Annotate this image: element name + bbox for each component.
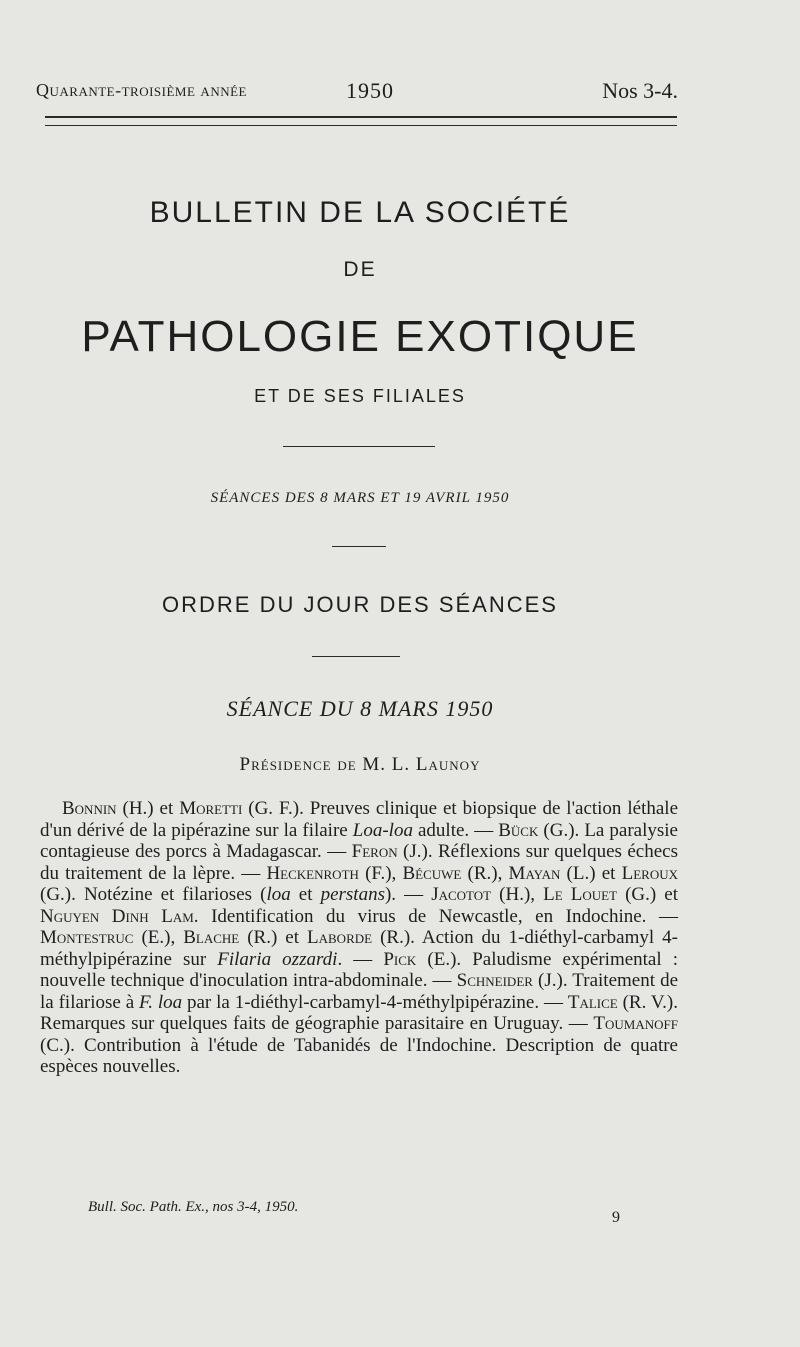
author-name: Talice: [567, 991, 618, 1013]
title-line-2: DE: [343, 258, 377, 281]
agenda-text-run: (J.). Traitement de la filariose à: [40, 970, 679, 1013]
italic-term: loa: [266, 884, 291, 905]
title-line-4: ET DE SES FILIALES: [254, 386, 466, 406]
author-name: Mayan: [508, 862, 561, 884]
agenda-text-run: adulte. —: [412, 819, 499, 841]
agenda-text-run: (G. F.). Preuves clinique et biopsique de l'action léthale d'un dérivé de la pipérazine sur la filaire: [40, 798, 678, 841]
header-double-rule: [45, 116, 677, 126]
agenda-text-run: (J.). Réflexions sur quelques échecs du traitement de la lèpre. —: [40, 841, 678, 884]
session-title: SÉANCE DU 8 MARS 1950: [226, 696, 494, 721]
running-header: [36, 76, 676, 108]
agenda-text-run: (G.) et: [617, 884, 679, 905]
author-name: Laborde: [307, 927, 373, 948]
agenda-text-run: (R. V.). Remarques sur quelques faits de géographie parasitaire en Uruguay. —: [40, 991, 678, 1034]
italic-term: Filaria ozzardi: [217, 948, 338, 970]
author-name: Montestruc: [40, 927, 134, 948]
agenda-text-run: (G.). La paralysie contagieuse des porcs à Madagascar. —: [40, 819, 678, 862]
volume-label: Quarante-troisième année: [36, 80, 247, 100]
agenda-text-run: (C.). Contribution à l'étude de Tabanidés de l'Indochine. Description de quatre espèces nouvelles.: [40, 1034, 678, 1077]
divider-rule-short: [332, 546, 386, 547]
author-name: Heckenroth: [266, 862, 359, 884]
author-name: Feron: [351, 841, 398, 862]
author-name: Pick: [383, 948, 417, 970]
agenda-text-run: par la 1-diéthyl-carbamyl-4-méthylpipérazine. —: [182, 991, 568, 1013]
sessions-dates: SÉANCES DES 8 MARS ET 19 AVRIL 1950: [210, 490, 510, 506]
title-line-1: BULLETIN DE LA SOCIÉTÉ: [149, 196, 571, 229]
italic-term: perstans: [320, 884, 385, 905]
page-number: 9: [612, 1209, 620, 1226]
agenda-text-run: (R.) et: [239, 927, 308, 948]
agenda-paragraph: [40, 798, 678, 1078]
agenda-text-run: (L.) et: [560, 862, 622, 884]
author-name: Nguyen Dinh Lam: [40, 905, 194, 927]
agenda-text-run: (G.). Notézine et filarioses (: [40, 884, 267, 905]
author-name: Bück: [498, 819, 539, 841]
citation-footer: Bull. Soc. Path. Ex., nos 3-4, 1950.: [88, 1199, 299, 1215]
journal-title: PATHOLOGIE EXOTIQUE: [81, 312, 639, 361]
author-name: Jacotot: [431, 884, 492, 905]
agenda-text-run: (H.) et: [116, 798, 180, 819]
agenda-text-run: (R.),: [461, 862, 509, 884]
author-name: Bécuwe: [402, 862, 462, 884]
agenda-text-run: (F.),: [358, 862, 403, 884]
author-name: Moretti: [179, 798, 243, 819]
agenda-text-run: . Identification du virus de Newcastle, en Indochine. —: [193, 905, 678, 927]
agenda-text-run: (E.),: [133, 927, 184, 948]
author-name: Toumanoff: [593, 1013, 678, 1034]
author-name: Schneider: [456, 970, 533, 991]
divider-rule-mid: [312, 656, 400, 657]
agenda-text-run: . —: [337, 948, 384, 970]
section-title: ORDRE DU JOUR DES SÉANCES: [162, 592, 558, 617]
author-name: Bonnin: [62, 798, 117, 819]
agenda-text-run: ). —: [384, 884, 432, 905]
italic-term: Loa-loa: [352, 819, 413, 841]
divider-rule: [283, 446, 435, 447]
agenda-text-run: (E.). Paludisme expérimental : nouvelle technique d'inoculation intra-abdominale. —: [40, 948, 678, 991]
author-name: Le Louet: [543, 884, 618, 905]
italic-term: F. loa: [139, 991, 183, 1013]
author-name: Leroux: [621, 862, 679, 884]
agenda-text-run: et: [290, 884, 321, 905]
year-label: 1950: [346, 78, 394, 103]
agenda-text-run: (R.). Action du 1-diéthyl-carbamyl 4-méthylpipérazine sur: [40, 927, 678, 970]
author-name: Blache: [183, 927, 240, 948]
presidency-line: Présidence de M. L. Launoy: [239, 754, 481, 775]
agenda-body: [40, 798, 678, 1078]
agenda-text-run: (H.),: [491, 884, 544, 905]
issue-number: Nos 3-4.: [602, 78, 678, 103]
